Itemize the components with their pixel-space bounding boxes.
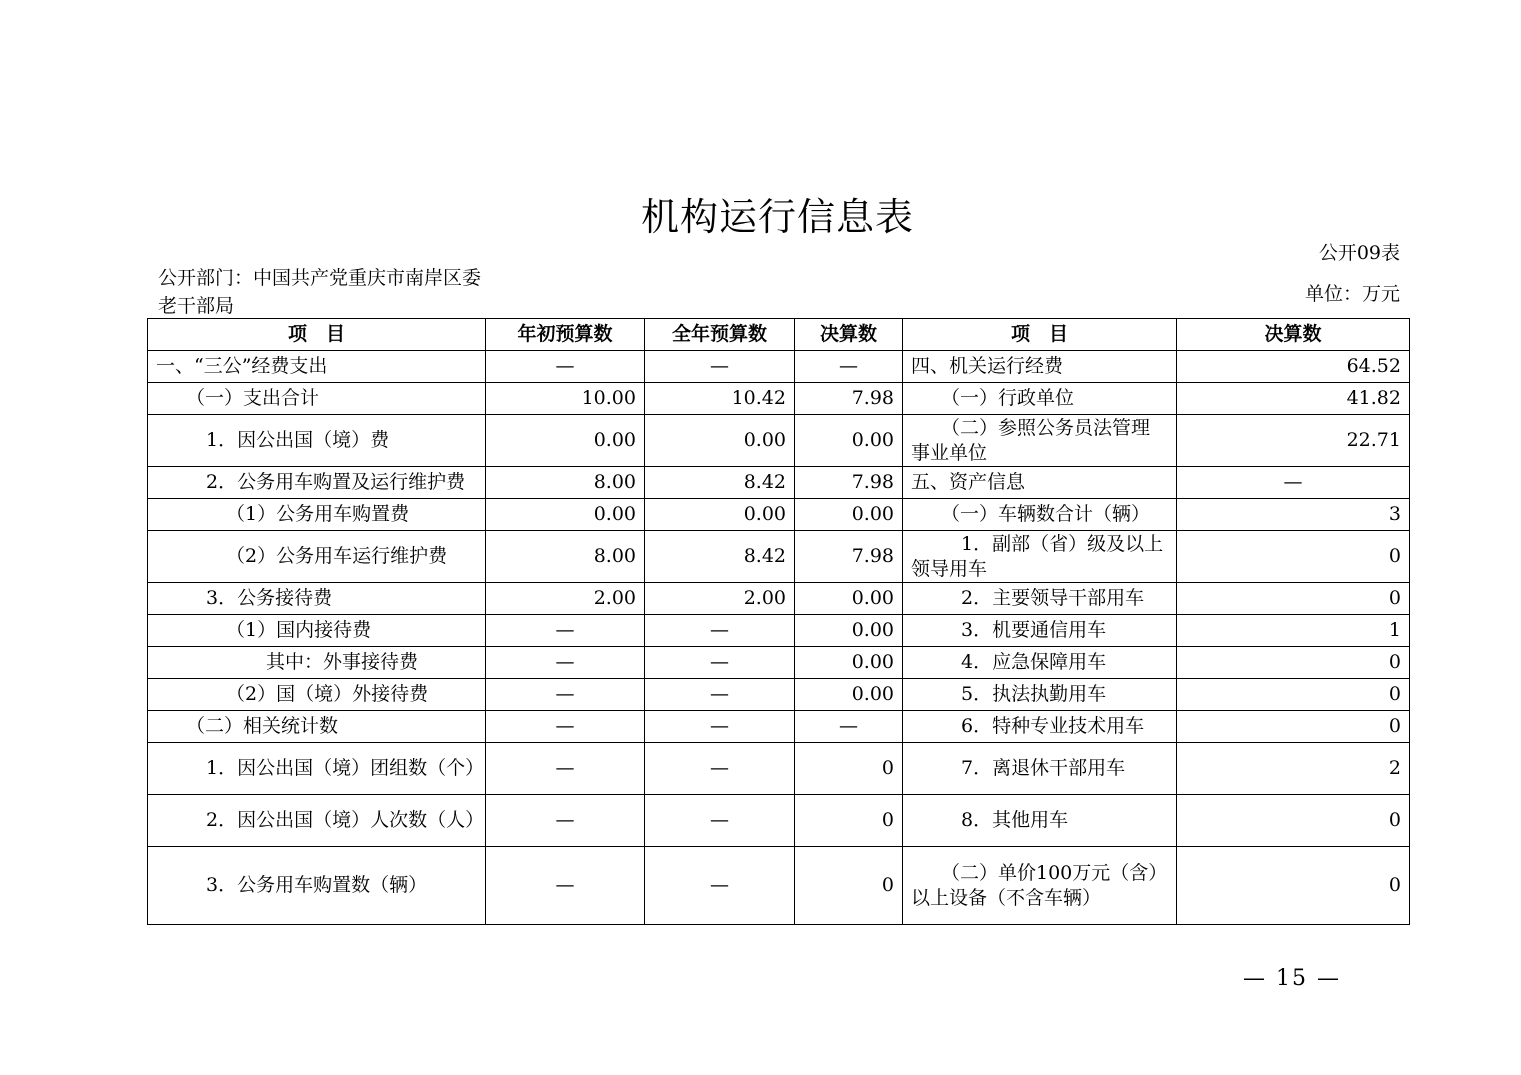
unit-label: 单位：万元 [1304, 283, 1400, 305]
row-item-right: 8．其他用车 [903, 795, 1177, 847]
row-item-left: （一）支出合计 [148, 383, 486, 415]
table-row [148, 415, 1410, 467]
row-final-left: 0 [795, 743, 903, 795]
row-initial-budget: 10.00 [486, 383, 645, 415]
page-title: 机构运行信息表 [640, 195, 914, 239]
table-row [148, 647, 1410, 679]
table-row [148, 583, 1410, 615]
row-final-right: 0 [1177, 583, 1410, 615]
row-item-right: 4．应急保障用车 [903, 647, 1177, 679]
row-item-left: 一、“三公”经费支出 [148, 351, 486, 383]
row-final-left: 7.98 [795, 383, 903, 415]
row-final-left: 0.00 [795, 647, 903, 679]
row-item-right: 5．执法执勤用车 [903, 679, 1177, 711]
row-initial-budget: — [486, 847, 645, 925]
table-row [148, 467, 1410, 499]
row-initial-budget: 0.00 [486, 415, 645, 467]
row-item-right: （一）行政单位 [903, 383, 1177, 415]
table-row [148, 615, 1410, 647]
header-final-left: 决算数 [795, 319, 903, 351]
row-item-right: 1．副部（省）级及以上领导用车 [903, 531, 1177, 583]
row-item-left: （2）公务用车运行维护费 [148, 531, 486, 583]
row-final-left: 0.00 [795, 615, 903, 647]
header-initial-budget: 年初预算数 [486, 319, 645, 351]
row-item-left: 2．因公出国（境）人次数（人） [148, 795, 486, 847]
row-item-left: 其中：外事接待费 [148, 647, 486, 679]
row-annual-budget: 8.42 [645, 467, 795, 499]
row-annual-budget: 0.00 [645, 499, 795, 531]
row-annual-budget: 10.42 [645, 383, 795, 415]
row-final-right: 0 [1177, 711, 1410, 743]
row-annual-budget: — [645, 847, 795, 925]
row-item-left: 2．公务用车购置及运行维护费 [148, 467, 486, 499]
row-final-right: 1 [1177, 615, 1410, 647]
row-final-left: 0.00 [795, 415, 903, 467]
row-annual-budget: — [645, 711, 795, 743]
row-item-right: 四、机关运行经费 [903, 351, 1177, 383]
row-final-left: 0.00 [795, 499, 903, 531]
row-final-right: 0 [1177, 679, 1410, 711]
row-initial-budget: — [486, 743, 645, 795]
page-number: — 15 — [1243, 966, 1341, 991]
row-item-right: 2．主要领导干部用车 [903, 583, 1177, 615]
table-row [148, 847, 1410, 925]
row-initial-budget: 8.00 [486, 531, 645, 583]
table-row [148, 383, 1410, 415]
row-item-right: 7．离退休干部用车 [903, 743, 1177, 795]
header-final-right: 决算数 [1177, 319, 1410, 351]
row-final-left: 7.98 [795, 467, 903, 499]
row-annual-budget: — [645, 615, 795, 647]
row-final-left: — [795, 351, 903, 383]
info-table [147, 318, 1410, 925]
row-item-right: 五、资产信息 [903, 467, 1177, 499]
row-initial-budget: — [486, 679, 645, 711]
header-item-right: 项 目 [903, 319, 1177, 351]
table-row [148, 351, 1410, 383]
header-annual-budget: 全年预算数 [645, 319, 795, 351]
header-item-left: 项 目 [148, 319, 486, 351]
row-item-left: （二）相关统计数 [148, 711, 486, 743]
row-final-right: 41.82 [1177, 383, 1410, 415]
row-initial-budget: — [486, 711, 645, 743]
row-final-right: 64.52 [1177, 351, 1410, 383]
row-annual-budget: 0.00 [645, 415, 795, 467]
row-final-right: 0 [1177, 531, 1410, 583]
row-final-right: — [1177, 467, 1410, 499]
row-annual-budget: — [645, 351, 795, 383]
row-initial-budget: — [486, 615, 645, 647]
row-initial-budget: — [486, 795, 645, 847]
table-header-row [148, 319, 1410, 351]
row-final-right: 2 [1177, 743, 1410, 795]
row-final-left: 0.00 [795, 679, 903, 711]
row-item-right: （二）单价100万元（含）以上设备（不含车辆） [903, 847, 1177, 925]
row-final-left: — [795, 711, 903, 743]
table-row [148, 531, 1410, 583]
row-item-left: 3．公务用车购置数（辆） [148, 847, 486, 925]
row-item-right: （二）参照公务员法管理事业单位 [903, 415, 1177, 467]
row-annual-budget: — [645, 795, 795, 847]
row-final-right: 0 [1177, 795, 1410, 847]
table-row [148, 711, 1410, 743]
table-row [148, 499, 1410, 531]
row-annual-budget: — [645, 647, 795, 679]
row-final-right: 0 [1177, 647, 1410, 679]
row-item-right: 3．机要通信用车 [903, 615, 1177, 647]
row-item-left: （1）国内接待费 [148, 615, 486, 647]
row-initial-budget: 8.00 [486, 467, 645, 499]
department-label: 公开部门：中国共产党重庆市南岸区委老干部局 [158, 267, 482, 317]
row-final-right: 3 [1177, 499, 1410, 531]
row-initial-budget: — [486, 351, 645, 383]
row-item-right: （一）车辆数合计（辆） [903, 499, 1177, 531]
row-item-left: （1）公务用车购置费 [148, 499, 486, 531]
row-final-left: 0.00 [795, 583, 903, 615]
form-number: 公开09表 [1318, 242, 1400, 264]
row-annual-budget: — [645, 679, 795, 711]
row-annual-budget: 2.00 [645, 583, 795, 615]
row-final-right: 0 [1177, 847, 1410, 925]
row-item-right: 6．特种专业技术用车 [903, 711, 1177, 743]
row-final-right: 22.71 [1177, 415, 1410, 467]
table-row [148, 679, 1410, 711]
row-initial-budget: 2.00 [486, 583, 645, 615]
row-final-left: 0 [795, 847, 903, 925]
table-row [148, 743, 1410, 795]
row-initial-budget: 0.00 [486, 499, 645, 531]
row-item-left: 3．公务接待费 [148, 583, 486, 615]
row-item-left: 1．因公出国（境）团组数（个） [148, 743, 486, 795]
row-final-left: 0 [795, 795, 903, 847]
row-final-left: 7.98 [795, 531, 903, 583]
row-initial-budget: — [486, 647, 645, 679]
row-item-left: 1．因公出国（境）费 [148, 415, 486, 467]
row-annual-budget: 8.42 [645, 531, 795, 583]
row-item-left: （2）国（境）外接待费 [148, 679, 486, 711]
row-annual-budget: — [645, 743, 795, 795]
table-row [148, 795, 1410, 847]
